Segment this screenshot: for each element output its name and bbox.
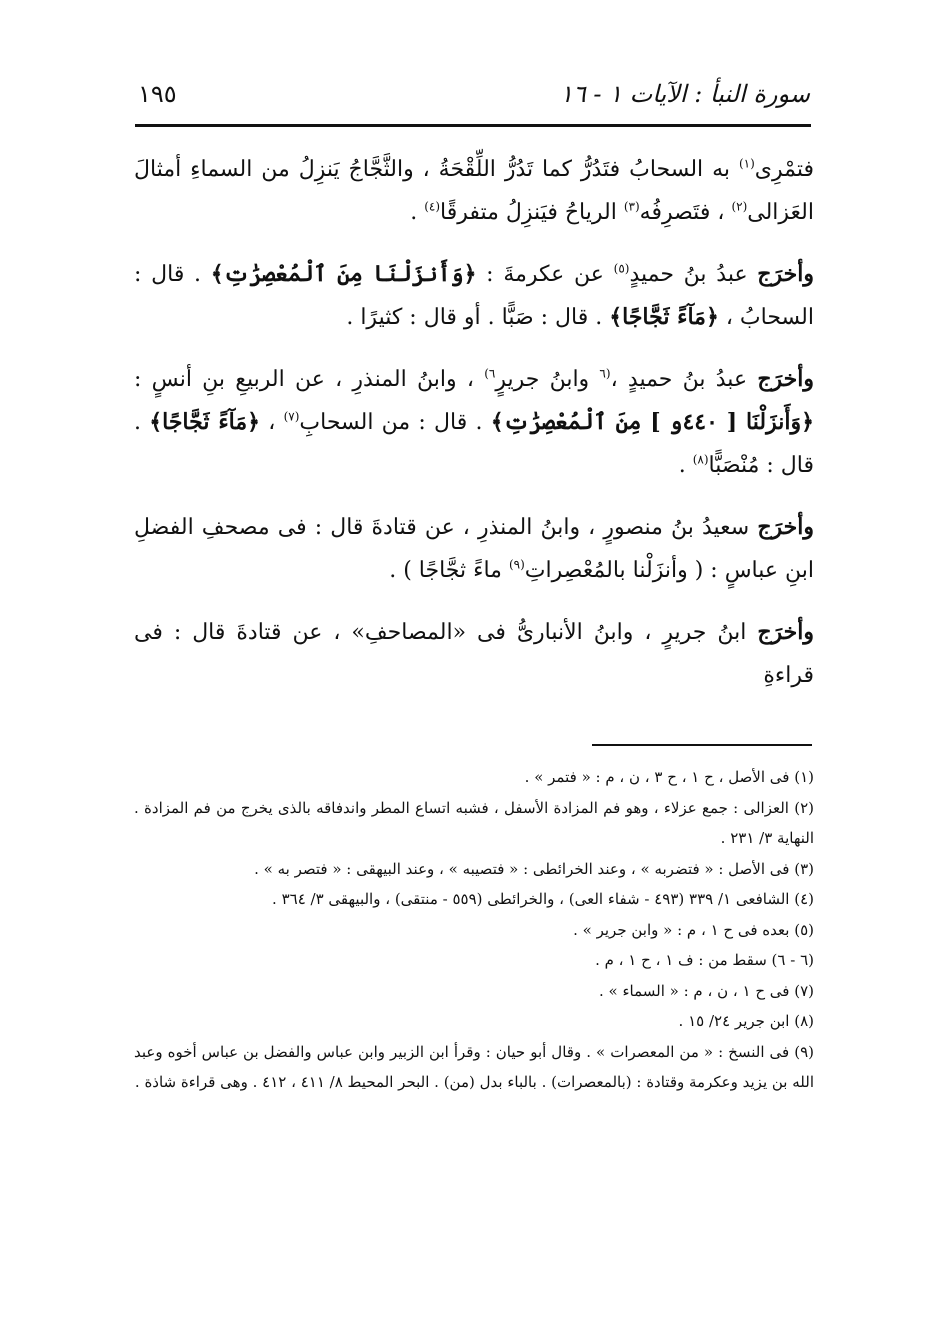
footnote-divider bbox=[592, 744, 812, 746]
footnote-1: (١) فى الأصل ، ح ١ ، ح ٣ ، ن ، م : « فتمر » . bbox=[524, 768, 814, 786]
header-divider bbox=[135, 124, 811, 127]
lead-word: وأخرَج bbox=[757, 366, 814, 392]
footnote-7: (٧) فى ح ١ ، ن ، م : « السماء » . bbox=[599, 981, 814, 1000]
footnotes bbox=[134, 762, 814, 1098]
text-segment: ، فتَصرِفُه bbox=[639, 200, 732, 225]
footnote-2: (٢) العزالى : جمع عزلاء ، وهو فم المزادة الأسفل ، فشبه اتساع المطر واندفاقه بالذى يخرج من فم المزادة . النهاية ٣/ ٢٣١ . bbox=[134, 798, 814, 847]
main-text bbox=[134, 148, 814, 716]
paragraph-5 bbox=[134, 611, 814, 697]
text-segment: وابنُ جريرٍ bbox=[495, 367, 600, 392]
page-number: ١٩٥ bbox=[138, 80, 177, 108]
text-segment: ، bbox=[260, 410, 284, 435]
footnote-ref: (٧) bbox=[283, 409, 300, 424]
footnote-8: (٨) ابن جرير ٢٤/ ١٥ . bbox=[678, 1012, 814, 1030]
text-segment: فتمْرِى bbox=[754, 157, 814, 182]
text-segment: الرياحُ فيَنزِلُ متفرقًا bbox=[440, 200, 624, 225]
footnote-ref: (٨) bbox=[692, 452, 709, 467]
footnote-3: (٣) فى الأصل : « فتضربه » ، وعند الخرائطى : « فتصيبه » ، وعند البيهقى : « فتصر به » . bbox=[254, 859, 814, 878]
text-segment: . bbox=[678, 453, 693, 478]
paragraph-4 bbox=[134, 506, 814, 592]
footnote-ref: (٩) bbox=[508, 557, 525, 572]
text-segment: ماءً ثجَّاجًا ) . bbox=[389, 558, 509, 583]
lead-word: وأخرَج bbox=[757, 619, 815, 645]
quran-quote: ﴿مَآءً ثَجَّاجًا﴾ bbox=[609, 304, 719, 330]
text-segment: . قال : السحابُ ، bbox=[134, 262, 814, 330]
footnote-ref: (٦ bbox=[599, 366, 611, 381]
footnote-5: (٥) بعده فى ح ١ ، م : « وابن جرير » . bbox=[573, 920, 814, 939]
text-segment: به السحابُ فتَدُرُّ كما تَدُرُّ اللِّقْحَةُ ، والثَّجَّاجُ يَنزِلُ من السماءِ أمثالَ العَزالى bbox=[134, 157, 814, 225]
text-segment: عبدُ بنُ حميدٍ ، bbox=[610, 367, 758, 392]
footnote-ref: (١) bbox=[738, 156, 755, 171]
footnote-ref: (٢) bbox=[731, 199, 748, 214]
text-segment: سعيدُ بنُ منصورٍ ، وابنُ المنذرِ ، عن قتادةَ قال : فى مصحفِ الفضلِ ابنِ عباسٍ : ( وأنزَلْنا بالمُعْصِراتِ bbox=[134, 515, 814, 583]
text-segment: . قال : صَبًّا . أو قال : كثيرًا . bbox=[346, 305, 610, 330]
text-segment: . قال : من السحابِ bbox=[299, 410, 491, 435]
lead-word: وأخرَج bbox=[757, 261, 814, 287]
paragraph-2 bbox=[134, 253, 814, 339]
footnote-9: (٩) فى النسخ : « من المعصرات » . وقال أبو حيان : وقرأ ابن الزبير وابن عباس والفضل بن عباس أخوه وعبد الله بن يزيد وعكرمة وقتادة : (بالمعصرات) . بالباء بدل (من) . البحر المحيط ٨/ ٤١١ ، ٤١٢ . وهى قراءة شاذة . bbox=[134, 1042, 814, 1091]
lead-word: وأخرَج bbox=[757, 514, 814, 540]
text-segment: ، وابنُ المنذرِ ، عن الربيعِ بنِ أنسٍ : bbox=[134, 367, 485, 392]
text-segment: عبدُ بنُ حميدٍ bbox=[629, 262, 758, 287]
footnote-ref: (٤) bbox=[424, 199, 441, 214]
running-title: سورة النبأ : الآيات ١ - ١٦ bbox=[559, 80, 810, 108]
page-header bbox=[138, 80, 810, 120]
footnote-ref: (٣) bbox=[623, 199, 640, 214]
quran-quote: ﴿وَأَنزَلْنَا مِنَ ٱلْمُعْصِرَٰتِ﴾ bbox=[210, 261, 477, 287]
footnote-ref: (٥) bbox=[613, 261, 630, 276]
paragraph-3 bbox=[134, 358, 814, 487]
footnote-6: (٦ - ٦) سقط من : ف ١ ، ح ١ ، م . bbox=[595, 951, 814, 969]
quran-quote: ﴿مَآءً ثَجَّاجًا﴾ bbox=[149, 409, 261, 435]
text-segment: ابنُ جريرٍ ، وابنُ الأنبارىُّ فى «المصاحفِ» ، عن قتادةَ قال : فى قراءةِ bbox=[134, 620, 814, 688]
quran-quote: ﴿وَأَنزَلْنَا [ ٤٤٠و ] مِنَ ٱلْمُعْصِرَٰتِ﴾ bbox=[490, 409, 814, 435]
text-segment: عن عكرمةَ : bbox=[476, 262, 614, 287]
footnote-4: (٤) الشافعى ١/ ٣٣٩ (٤٩٣ - شفاء العى) ، والخرائطى (٥٥٩ - منتقى) ، والبيهقى ٣/ ٣٦٤ . bbox=[272, 890, 814, 908]
text-segment: . قال : مُنْصَبًّا bbox=[134, 410, 814, 478]
text-segment: . bbox=[410, 200, 425, 225]
paragraph-1 bbox=[134, 148, 814, 234]
footnote-ref: ٦) bbox=[484, 366, 496, 381]
